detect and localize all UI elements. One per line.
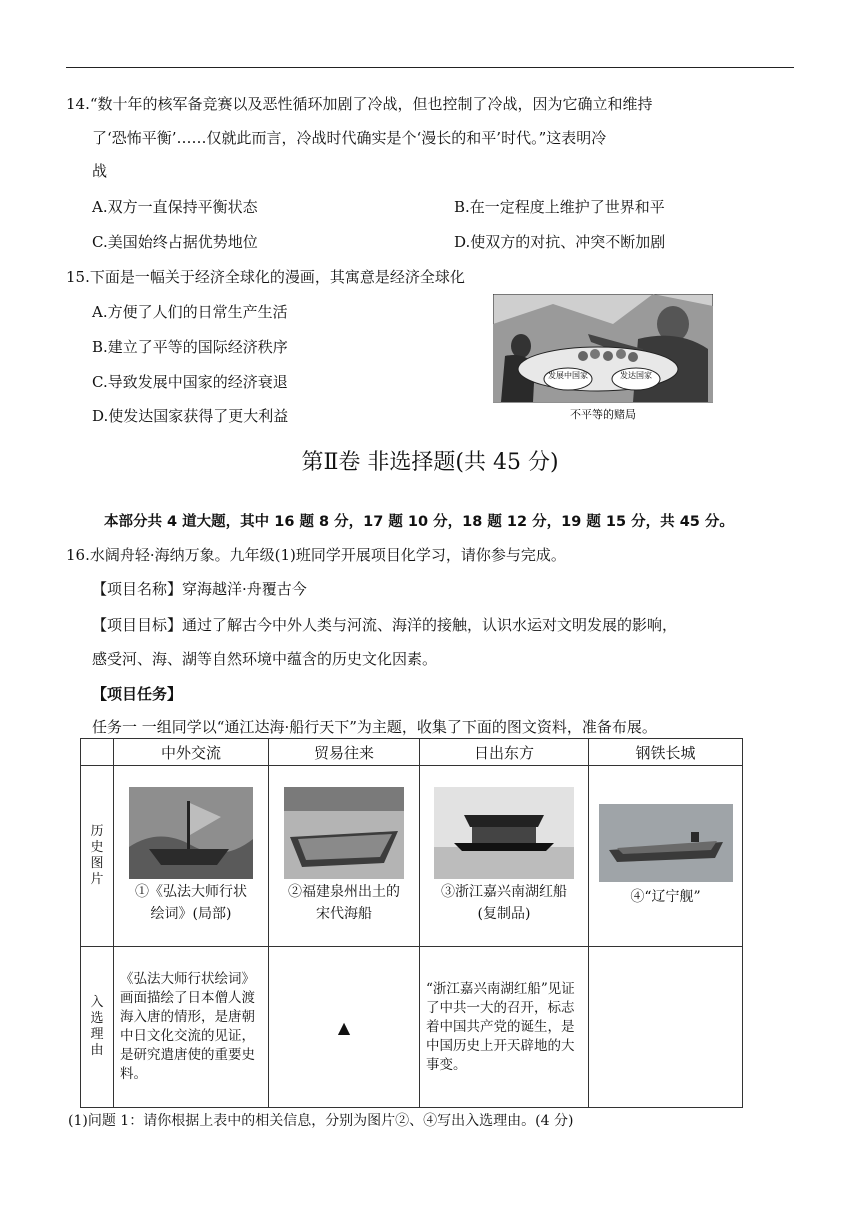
reason-cell-4 bbox=[589, 947, 743, 1108]
exhibit-table bbox=[80, 738, 743, 1108]
project-name-value: 穿海越洋·舟覆古今 bbox=[182, 580, 307, 598]
reason-cell-3: “浙江嘉兴南湖红船”见证了中共一大的召开，标志着中国共产党的诞生，是中国历史上开天辟地的大事变。 bbox=[420, 947, 589, 1108]
row-head-reasons: 入 选 理 由 bbox=[81, 947, 114, 1108]
header-cell: 贸易往来 bbox=[269, 739, 420, 766]
caption-4: ④“辽宁舰” bbox=[630, 889, 701, 905]
q14-line2: 了‘恐怖平衡’……仅就此而言，冷战时代确实是个‘漫长的和平’时代。”这表明冷 bbox=[92, 129, 607, 147]
cartoon-left-label: 发展中国家 bbox=[548, 371, 588, 380]
caption-1-line2: 绘词》(局部) bbox=[150, 906, 232, 922]
q15-stem: 15.下面是一幅关于经济全球化的漫画，其寓意是经济全球化 bbox=[66, 268, 465, 286]
section-note: 本部分共 4 道大题，其中 16 题 8 分，17 题 10 分，18 题 12 分，19 题 15 分，共 45 分。 bbox=[104, 514, 734, 530]
header-rule bbox=[66, 67, 794, 68]
table-row-reasons bbox=[81, 947, 743, 1108]
header-cell: 日出东方 bbox=[420, 739, 589, 766]
q16-stem: 16.水阔舟轻·海纳万象。九年级(1)班同学开展项目化学习，请你参与完成。 bbox=[66, 546, 566, 564]
table-corner bbox=[81, 739, 114, 766]
row-head-pictures: 历 史 图 片 bbox=[81, 766, 114, 947]
q16-sub-question-1: (1)问题 1：请你根据上表中的相关信息，分别为图片②、④写出入选理由。(4 分) bbox=[68, 1113, 574, 1129]
red-boat-image bbox=[434, 787, 574, 879]
caption-2-line1: ②福建泉州出土的 bbox=[288, 884, 400, 900]
gambling-cartoon-image bbox=[493, 294, 713, 426]
project-goal-label: 【项目目标】 bbox=[92, 616, 183, 634]
q15-option-a: A.方便了人们的日常生产生活 bbox=[92, 303, 288, 321]
project-task-label: 【项目任务】 bbox=[92, 685, 183, 703]
q14-option-a: A.双方一直保持平衡状态 bbox=[92, 198, 258, 216]
caption-2-line2: 宋代海船 bbox=[316, 906, 372, 922]
q14-option-b: B.在一定程度上维护了世界和平 bbox=[454, 198, 665, 216]
picture-cell-4 bbox=[589, 766, 743, 947]
q16-goal-line2: 感受河、海、湖等自然环境中蕴含的历史文化因素。 bbox=[92, 650, 438, 668]
table-header-row bbox=[81, 739, 743, 766]
q14-option-c: C.美国始终占据优势地位 bbox=[92, 233, 258, 251]
cartoon-caption: 不平等的赌局 bbox=[570, 408, 636, 421]
q14-option-d: D.使双方的对抗、冲突不断加剧 bbox=[454, 233, 666, 251]
reason-cell-1: 《弘法大师行状绘词》画面描绘了日本僧人渡海入唐的情形，是唐朝中日文化交流的见证，是研究遣唐使的重要史料。 bbox=[114, 947, 269, 1108]
q15-option-c: C.导致发展中国家的经济衰退 bbox=[92, 373, 288, 391]
q14-line3: 战 bbox=[92, 162, 108, 180]
task1-text: 任务一 一组同学以“通江达海·船行天下”为主题，收集了下面的图文资料，准备布展。 bbox=[92, 718, 657, 736]
reason-cell-2-blank: ▲ bbox=[269, 947, 420, 1108]
aircraft-carrier-image bbox=[599, 804, 733, 882]
q16-project-name bbox=[92, 578, 307, 600]
q15-option-d: D.使发达国家获得了更大利益 bbox=[92, 407, 289, 425]
project-goal-text-1: 通过了解古今中外人类与河流、海洋的接触，认识水运对文明发展的影响， bbox=[182, 616, 678, 634]
picture-cell-3 bbox=[420, 766, 589, 947]
caption-3-line2: (复制品) bbox=[477, 906, 531, 922]
q16-project-goal bbox=[92, 614, 677, 636]
table-row-pictures bbox=[81, 766, 743, 947]
q14-line1: 14.“数十年的核军备竞赛以及恶性循环加剧了冷战，但也控制了冷战，因为它确立和维持 bbox=[66, 95, 653, 113]
picture-cell-2 bbox=[269, 766, 420, 947]
section-title: 第Ⅱ卷 非选择题(共 45 分) bbox=[301, 450, 559, 475]
q15-option-b: B.建立了平等的国际经济秩序 bbox=[92, 338, 288, 356]
song-ship-image bbox=[284, 787, 404, 879]
project-name-label: 【项目名称】 bbox=[92, 580, 183, 598]
caption-1-line1: ①《弘法大师行状 bbox=[135, 884, 247, 900]
cartoon-right-label: 发达国家 bbox=[620, 371, 652, 380]
scroll-painting-image bbox=[129, 787, 253, 879]
picture-cell-1 bbox=[114, 766, 269, 947]
header-cell: 中外交流 bbox=[114, 739, 269, 766]
header-cell: 钢铁长城 bbox=[589, 739, 743, 766]
caption-3-line1: ③浙江嘉兴南湖红船 bbox=[441, 884, 567, 900]
